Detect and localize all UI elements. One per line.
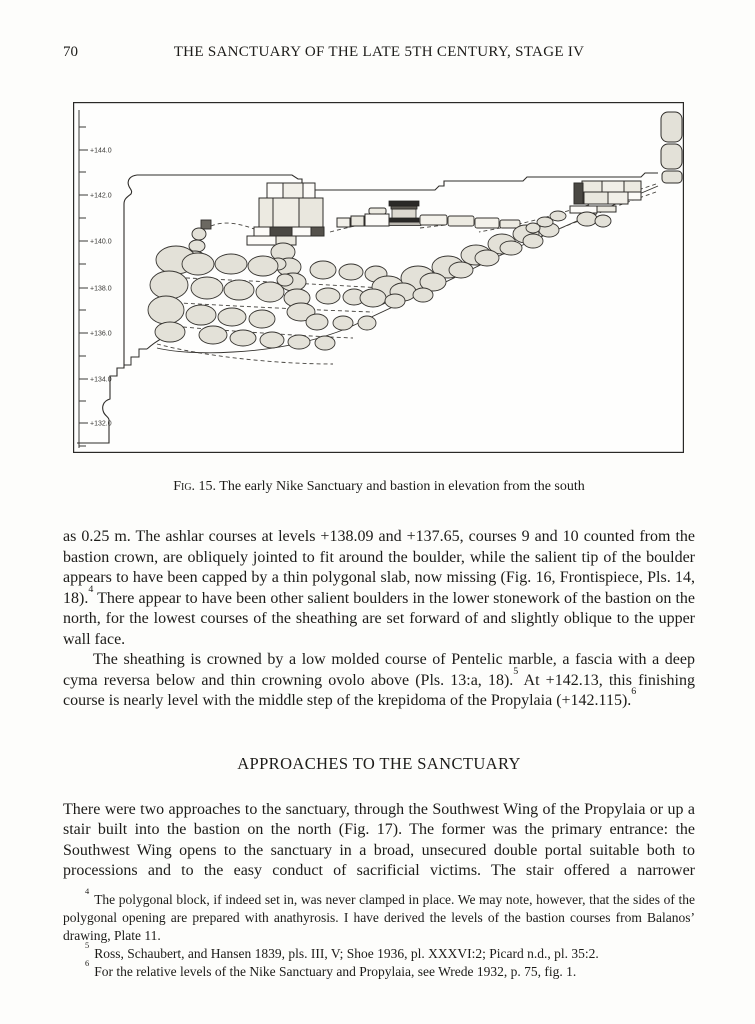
elevation-label: +136.0 xyxy=(90,330,112,338)
footnote-number: 5 xyxy=(85,941,90,951)
text-block xyxy=(63,527,695,981)
page-number: 70 xyxy=(63,44,78,60)
elevation-label: +132.0 xyxy=(90,420,112,428)
footnote-number: 6 xyxy=(85,959,90,969)
footnotes xyxy=(63,887,695,981)
footnote-number: 4 xyxy=(85,887,90,897)
footnote-6 xyxy=(63,959,695,981)
paragraph-approaches: There were two approaches to the sanctuary, through the Southwest Wing of the Propylaia or up a stair built into the bastion on the north (Fig. 17). The former was the primary entrance: the Southwest Wing opens to the sanctuary in a broad, unsecured double portal suitable both to processions and to the easy conduct of sacrificial victims. The stair offered a narrower xyxy=(63,800,695,879)
page-header xyxy=(63,44,695,64)
footnote-text: The polygonal block, if indeed set in, was never clamped in place. We may note, however, that the sides of the polygonal opening are prepared with anathyrosis. I have derived the levels of the bastion courses from Balanos’ drawing, Plate 11. xyxy=(63,891,695,943)
figure-caption-label: Fig. 15. xyxy=(173,479,217,494)
elevation-drawing xyxy=(73,102,684,453)
footnote-text: Ross, Schaubert, and Hansen 1839, pls. III, V; Shoe 1936, pl. XXXVI:2; Picard n.d., pl. 35:2. xyxy=(94,945,599,961)
footnote-5 xyxy=(63,941,695,963)
running-title: THE SANCTUARY OF THE LATE 5TH CENTURY, STAGE IV xyxy=(173,44,585,60)
footnote-text: For the relative levels of the Nike Sanctuary and Propylaia, see Wrede 1932, p. 75, fig. 1. xyxy=(94,963,577,979)
elevation-label: +138.0 xyxy=(90,285,112,293)
elevation-label: +140.0 xyxy=(90,238,112,246)
elevation-label: +134.0 xyxy=(90,376,112,384)
figure-caption xyxy=(63,479,695,495)
paragraph-ashlar-courses: as 0.25 m. The ashlar courses at levels +138.09 and +137.65, courses 9 and 10 counted from the bastion crown, are obliquely jointed to fit around the boulder, while the salient tip of the boulder appears to have been capped by a thin polygonal slab, now missing (Fig. 16, Frontispiece, Pls. 14, 18).$^4$ There appear to have been other salient boulders in the lower stonework of the bastion on the north, for the lowest courses of the sheathing are set forward of and slightly oblique to the upper wall face. xyxy=(63,528,695,648)
footnote-4 xyxy=(63,887,695,945)
elevation-label: +142.0 xyxy=(90,192,112,200)
paragraph-sheathing: The sheathing is crowned by a low molded course of Pentelic marble, a fascia with a deep cyma reversa below and thin crowning ovolo above (Pls. 13:a, 18).$^5$ At +142.13, this finishing course is nearly level with the middle step of the krepidoma of the Propylaia (+142.115).$^6$ xyxy=(63,651,696,709)
altar xyxy=(387,201,421,226)
corner-boulder-column xyxy=(661,112,682,183)
elevation-label: +144.0 xyxy=(90,147,112,155)
section-heading: APPROACHES TO THE SANCTUARY xyxy=(237,753,521,773)
figure-caption-text: The early Nike Sanctuary and bastion in elevation from the south xyxy=(216,479,585,494)
elevation-figure xyxy=(73,102,684,453)
